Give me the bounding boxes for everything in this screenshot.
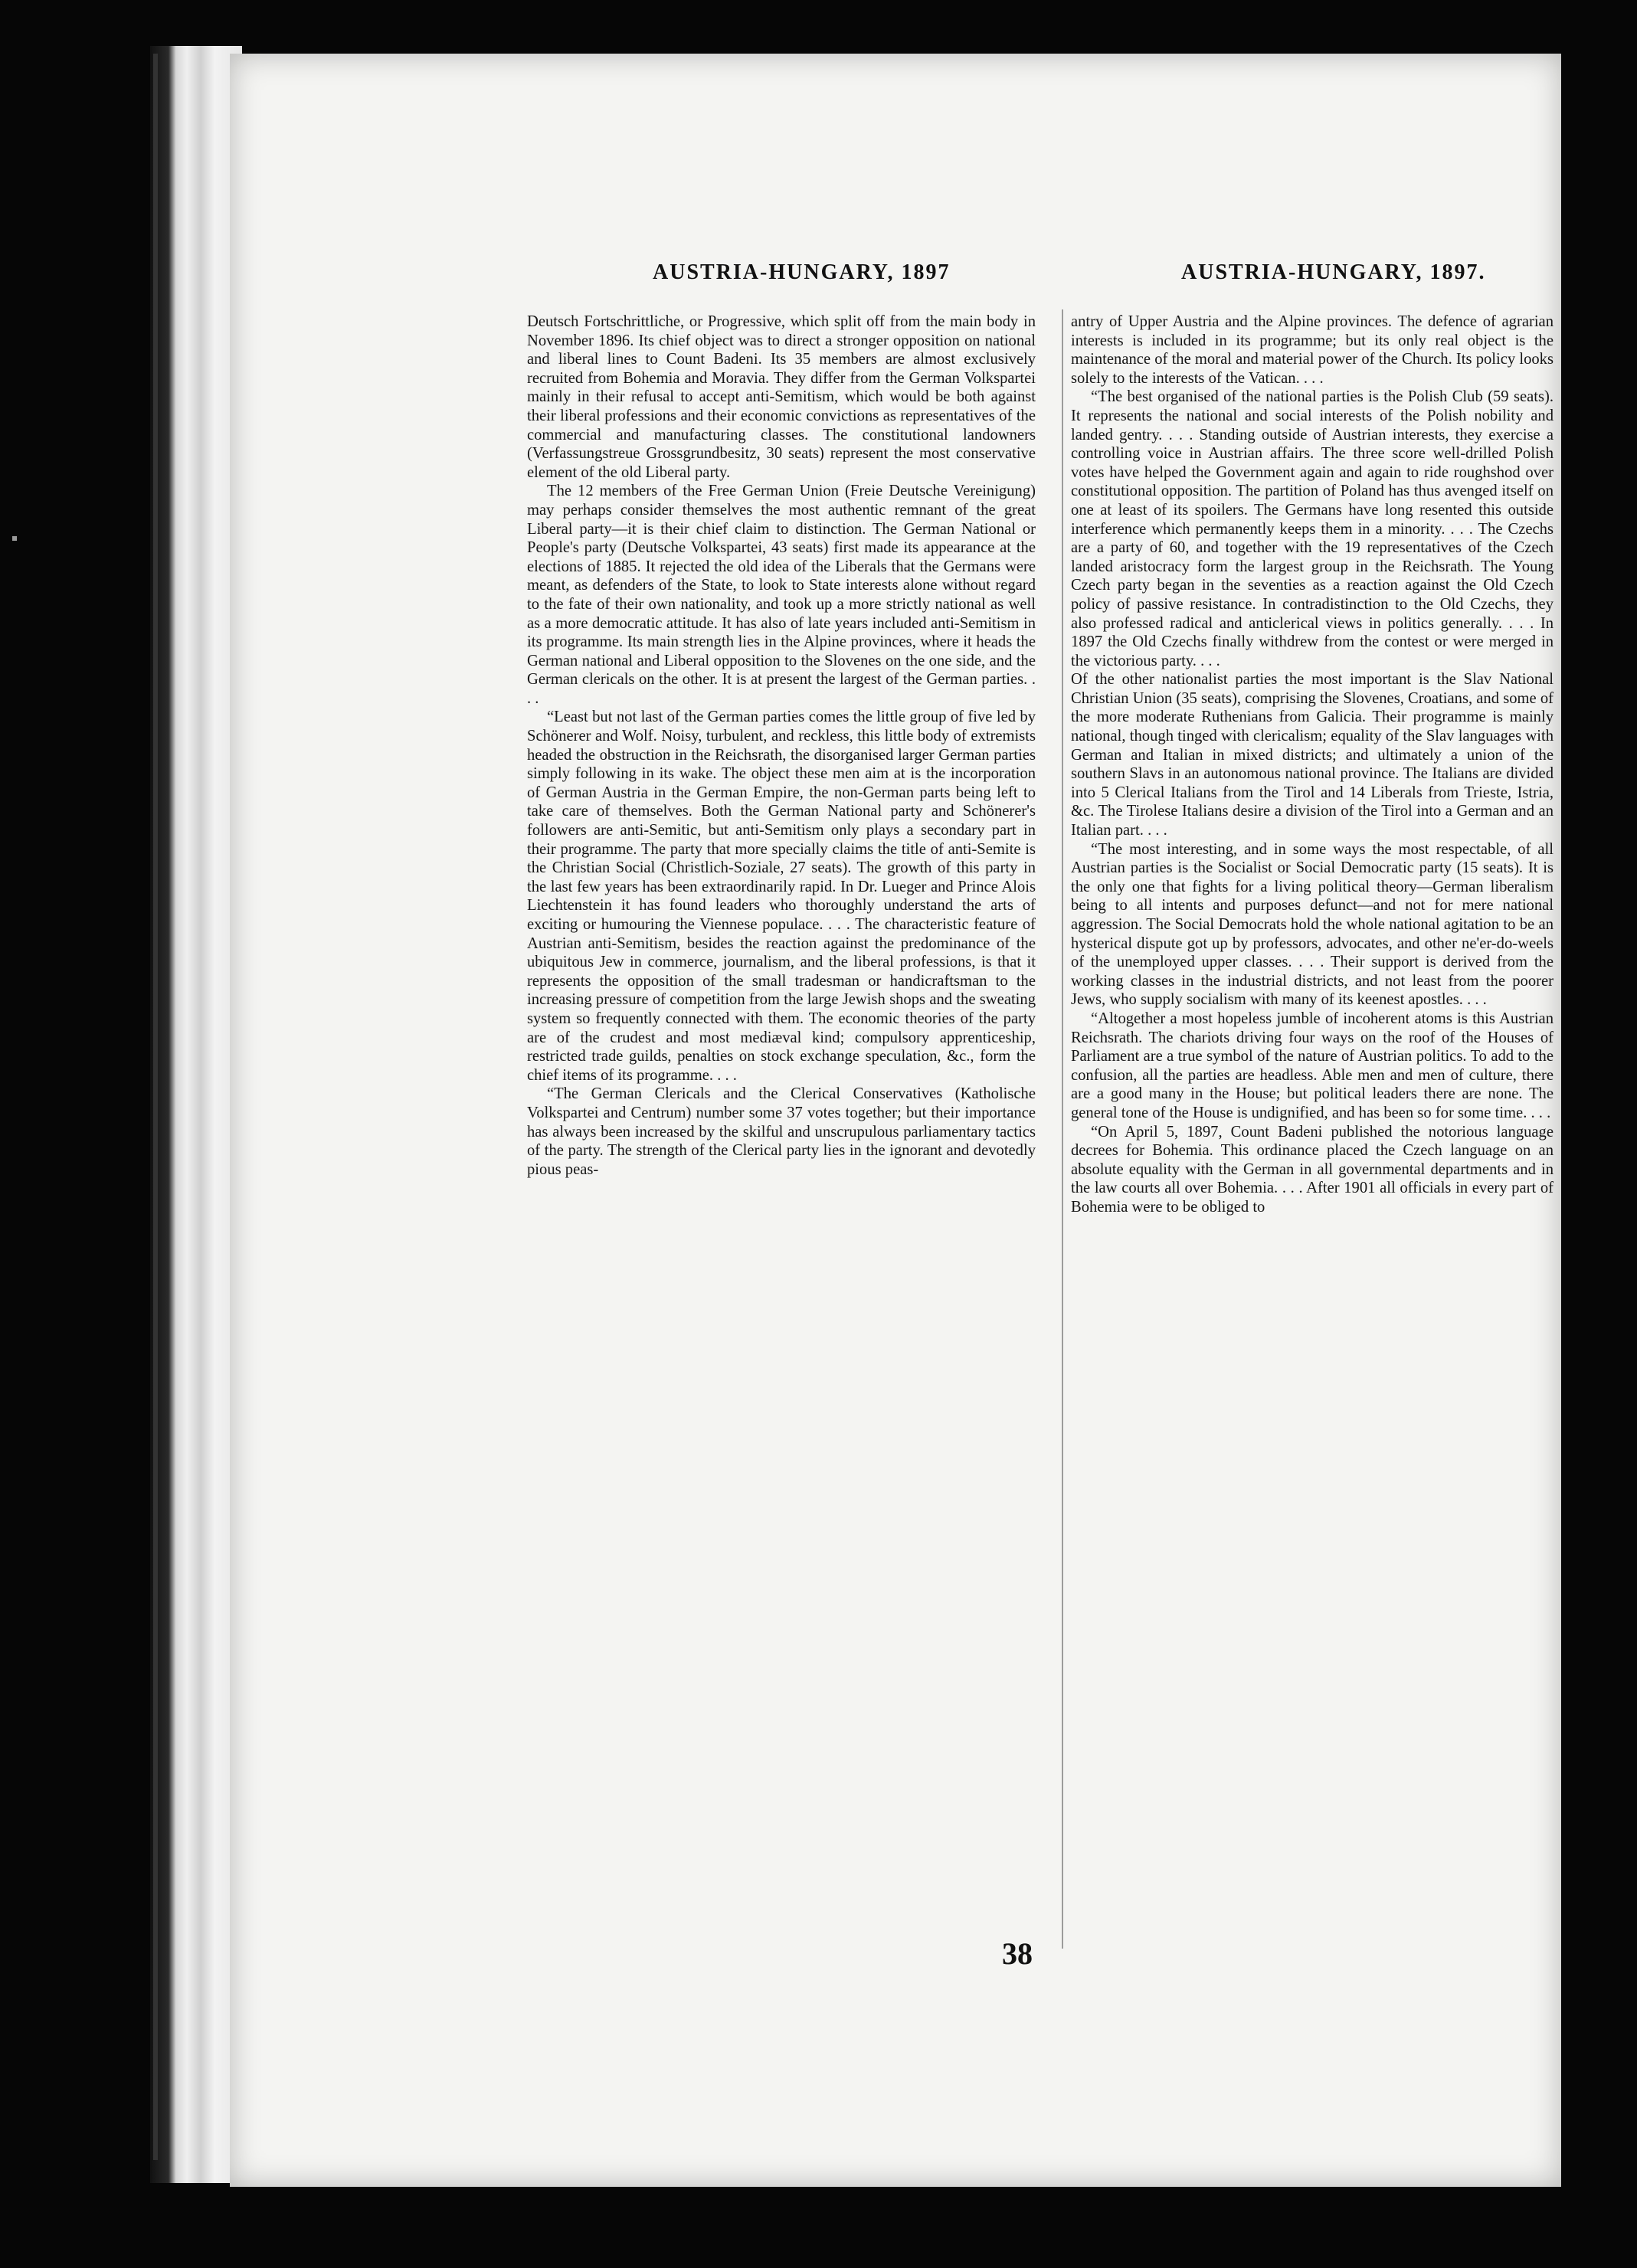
right-paragraph: “Altogether a most hopeless jumble of incoherent atoms is this Austrian Reichsrath. The chariots driving four ways on the roof of the Houses of Parliament are a true symbol of the nature of Austrian politics. To add to the confusion, all the parties are headless. Able men and men of culture, there are a good many in the House; but political leaders there are none. The general tone of the House is undignified, and has been so for some time. . . . — [1071, 1010, 1554, 1121]
column-rule — [1062, 309, 1063, 1949]
running-header-right: AUSTRIA-HUNGARY, 1897. — [1181, 260, 1486, 284]
right-paragraph: antry of Upper Austria and the Alpine provinces. The defence of agrarian interests is included in its programme; but its only real object is the maintenance of the moral and material power of the Church. Its policy looks solely to the interests of the Vatican. . . . — [1071, 313, 1554, 387]
right-paragraph: “The best organised of the national parties is the Polish Club (59 seats). It represents the national and social interests of the Polish nobility and landed gentry. . . . Standing outside of Austrian interests, they exercise a controlling voice in Austrian affairs. The three score well-drilled Polish votes have helped the Government again and again to ride roughshod over constitutional opposition. The partition of Poland has thus avenged itself on one at least of its spoilers. The Germans have long resented this outside interference which permanently keeps them in a minority. . . . The Czechs are a party of 60, and together with the 19 representatives of the Czech landed aristocracy form the largest group in the Reichsrath. The Young Czech party began in the seventies as a reaction against the Old Czech policy of passive resistance. In contradistinction to the Old Czechs, they also professed radical and anticlerical views in politics generally. . . . In 1897 the Old Czechs finally withdrew from the contest or were merged in the victorious party. . . . — [1071, 388, 1554, 669]
left-paragraph: “The German Clericals and the Clerical Conservatives (Katholische Volkspartei and Centrum) number some 37 votes together; but their importance has always been increased by the skilful and unscrupulous parliamentary tactics of the party. The strength of the Clerical party lies in the ignorant and devotedly pious peas- — [527, 1085, 1036, 1178]
right-paragraph: “The most interesting, and in some ways the most respectable, of all Austrian parties is the Socialist or Social Democratic party (15 seats). It is the only one that fights for a living political theory—German liberalism being to all intents and purposes defunct—and not for mere national aggression. The Social Democrats hold the whole national agitation to be an hysterical dispute got up by professors, advocates, and other ne'er-do-weels of the unemployed upper classes. . . . Their support is derived from the working classes in the industrial districts, and not least from the poorer Jews, who supply socialism with many of its keenest apostles. . . . — [1071, 840, 1554, 1009]
page-number: 38 — [1002, 1936, 1033, 1971]
left-paragraph: “Least but not last of the German parties comes the little group of five led by Schönerer and Wolf. Noisy, turbulent, and reckless, this little body of extremists headed the obstruction in the Reichsrath, the disorganised larger German parties simply following in its wake. The object these men aim at is the incorporation of German Austria in the German Empire, the non-German parts being left to take care of themselves. Both the German National party and Schönerer's followers are anti-Semitic, but anti-Semitism only plays a secondary part in their programme. The party that more specially claims the title of anti-Semite is the Christian Social (Christlich-Soziale, 27 seats). The growth of this party in the last few years has been extraordinarily rapid. In Dr. Lueger and Prince Alois Liechtenstein it has found leaders who thoroughly understand the arts of exciting or humouring the Viennese populace. . . . The characteristic feature of Austrian anti-Semitism, besides the reaction against the predominance of the ubiquitous Jew in commerce, journalism, and the liberal professions, is that it represents the opposition of the small tradesman or handicraftsman to the increasing pressure of competition from the large Jewish shops and the sweating system so frequently connected with them. The economic theories of the party are of the crudest and most mediæval kind; compulsory apprenticeship, restricted trade guilds, penalties on stock exchange speculation, &c., form the chief items of its programme. . . . — [527, 709, 1036, 1084]
book-spine — [153, 54, 158, 2160]
right-paragraph: Of the other nationalist parties the most important is the Slav National Christian Union (35 seats), comprising the Slovenes, Croatians, and some of the more moderate Ruthenians from Galicia. Their programme is mainly national, though tinged with clericalism; equality of the Slav languages with German and Italian in mixed districts; and ultimately a union of the southern Slavs in an autonomous national province. The Italians are divided into 5 Clerical Italians from the Tirol and 14 Liberals from Trieste, Istria, &c. The Tirolese Italians desire a division of the Tirol into a German and an Italian part. . . . — [1071, 671, 1554, 839]
right-column — [1071, 313, 1554, 1217]
running-header-left: AUSTRIA-HUNGARY, 1897 — [653, 260, 951, 284]
right-paragraph: “On April 5, 1897, Count Badeni published the notorious language decrees for Bohemia. This ordinance placed the Czech language on an absolute equality with the German in all governmental departments and in the law courts all over Bohemia. . . . After 1901 all officials in every part of Bohemia were to be obliged to — [1071, 1123, 1554, 1216]
left-paragraph: The 12 members of the Free German Union (Freie Deutsche Vereinigung) may perhaps consider themselves the most authentic remnant of the great Liberal party—it is their chief claim to distinction. The German National or People's party (Deutsche Volkspartei, 43 seats) first made its appearance at the elections of 1885. It rejected the old idea of the Liberals that the Germans were meant, as defenders of the State, to look to State interests alone without regard to the fate of their own nationality, and took up a more strictly national as well as a more democratic attitude. It has also of late years included anti-Semitism in its programme. Its main strength lies in the Alpine provinces, where it heads the German national and Liberal opposition to the Slovenes on the one side, and the German clericals on the other. It is at present the largest of the German parties. . . . — [527, 483, 1036, 707]
film-speck — [12, 536, 17, 541]
page-edge-stack — [150, 46, 242, 2183]
left-paragraph: Deutsch Fortschrittliche, or Progressive, which split off from the main body in November 1896. Its chief object was to direct a stronger opposition on national and liberal lines to Count Badeni. Its 35 members are almost exclusively recruited from Bohemia and Moravia. They differ from the German Volkspartei mainly in their refusal to accept anti-Semitism, which would be both against their liberal professions and their economic convictions as representatives of the commercial and manufacturing classes. The constitutional landowners (Verfassungstreue Grossgrundbesitz, 30 seats) represent the most conservative element of the old Liberal party. — [527, 313, 1036, 481]
left-column — [527, 313, 1036, 1179]
